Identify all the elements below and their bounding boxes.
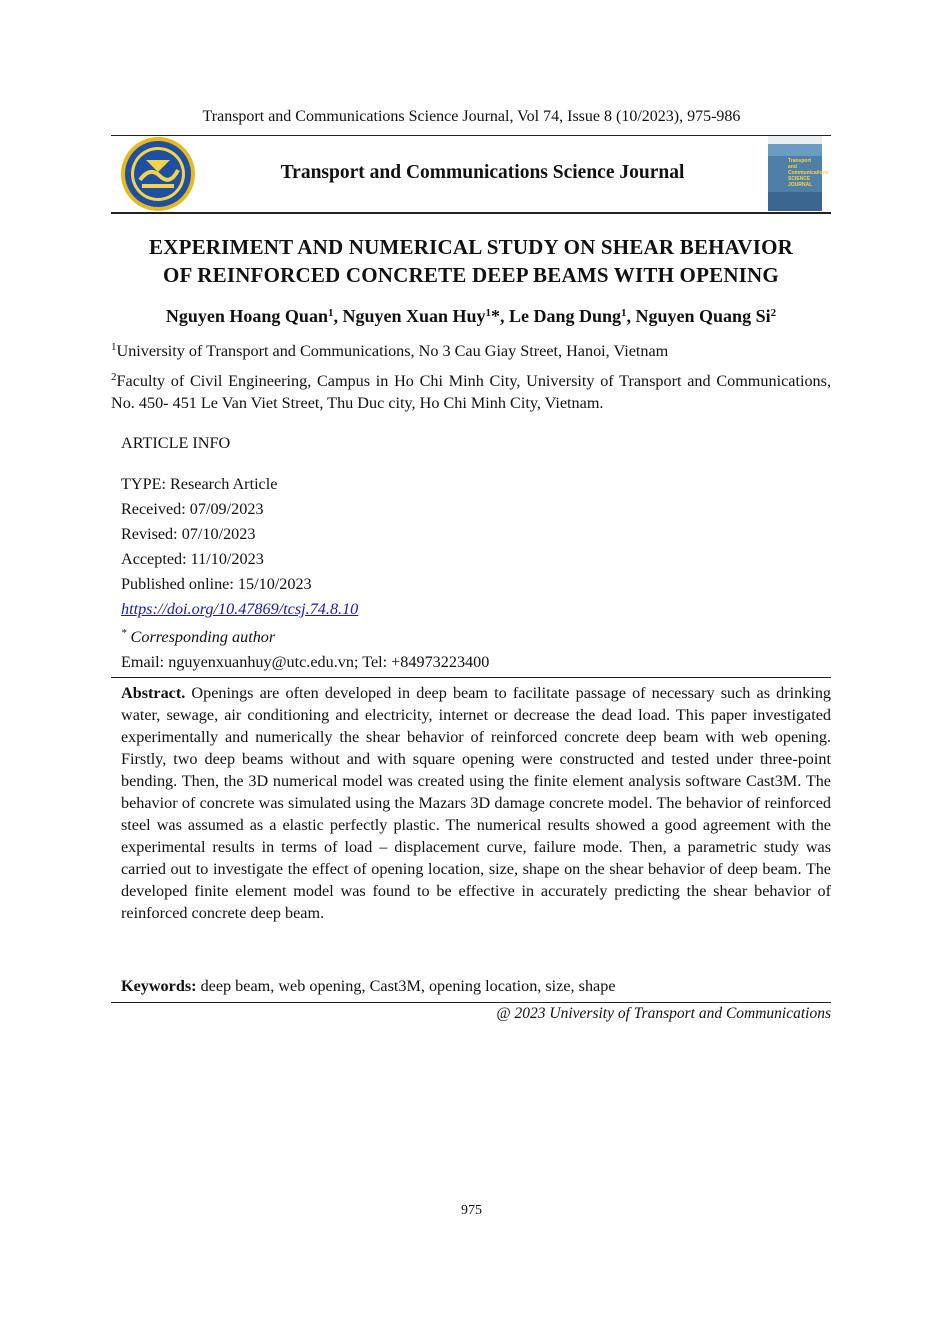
- doi-row: [121, 600, 358, 619]
- abstract-label: Abstract.: [121, 684, 186, 702]
- header-bottom-rule: [111, 212, 831, 214]
- title-line: OF REINFORCED CONCRETE DEEP BEAMS WITH OPENING: [163, 263, 779, 287]
- author: Nguyen Hoang Quan$^1$,: [165, 306, 343, 326]
- abstract-text: Openings are often developed in deep beam to facilitate passage of necessary such as drinking water, sewage, air conditioning and electricity, internet or decrease the dead load. This paper investigated experimentally and numerically the shear behavior of reinforced concrete deep beam with web opening. Firstly, two deep beams without and with square opening were constructed and tested under three-point bending. Then, the 3D numerical model was created using the finite element analysis software Cast3M. The behavior of concrete was simulated using the Mazars 3D damage concrete model. The behavior of reinforced steel was assumed as a elastic perfectly plastic. The numerical results showed a good agreement with the experimental results in terms of load – displacement curve, failure mode. Then, a parametric study was carried out to investigate the effect of opening location, size, shape on the shear behavior of deep beam. The developed finite element model was found to be effective in accurately predicting the shear behavior of reinforced concrete deep beam.: [121, 684, 831, 922]
- corresponding-author-note: * Corresponding author: [121, 627, 276, 646]
- received-date: Received: 07/09/2023: [121, 500, 264, 518]
- header-top-rule: [111, 135, 831, 136]
- article-type: TYPE: Research Article: [121, 475, 278, 493]
- abstract-top-rule: [111, 677, 831, 678]
- affiliation: $^2$Faculty of Civil Engineering, Campus in Ho Chi Minh City, University of Transport and Communications, No. 450- 451 Le Van Viet Street, Thu Duc city, Ho Chi Minh City, Vietnam.: [111, 371, 831, 412]
- running-head: Transport and Communications Science Journal, Vol 74, Issue 8 (10/2023), 975-986: [202, 108, 741, 125]
- cover-text: Transport and Communications SCIENCE JOURNAL: [788, 158, 829, 188]
- author: Nguyen Quang Si$^2$: [635, 306, 777, 326]
- accepted-date: Accepted: 11/10/2023: [121, 550, 264, 568]
- title-line: EXPERIMENT AND NUMERICAL STUDY ON SHEAR BEHAVIOR: [149, 235, 793, 259]
- article-info-heading: ARTICLE INFO: [121, 434, 231, 452]
- copyright-notice: @ 2023 University of Transport and Communications: [496, 1005, 831, 1022]
- abstract: [121, 683, 831, 924]
- published-date: Published online: 15/10/2023: [121, 575, 312, 593]
- author: Le Dang Dung$^1$,: [509, 306, 636, 326]
- page-number: 975: [461, 1203, 482, 1218]
- university-logo: [120, 136, 196, 212]
- keywords-text: deep beam, web opening, Cast3M, opening location, size, shape: [196, 977, 616, 995]
- author-list: [111, 306, 831, 327]
- author: Nguyen Xuan Huy$^1$*,: [342, 306, 509, 326]
- doi-link[interactable]: https://doi.org/10.47869/tcsj.74.8.10: [121, 600, 359, 618]
- journal-name: Transport and Communications Science Journal: [280, 162, 685, 183]
- article-title: [111, 233, 831, 289]
- journal-cover-thumbnail: [768, 136, 829, 211]
- contact-email: Email: nguyenxuanhuy@utc.edu.vn; Tel: +84973223400: [121, 653, 490, 671]
- abstract-bottom-rule: [111, 1002, 831, 1003]
- keywords-label: Keywords:: [121, 977, 197, 995]
- keywords: [121, 977, 831, 996]
- affiliation: $^1$University of Transport and Communications, No 3 Cau Giay Street, Hanoi, Vietnam: [111, 341, 669, 360]
- revised-date: Revised: 07/10/2023: [121, 525, 256, 543]
